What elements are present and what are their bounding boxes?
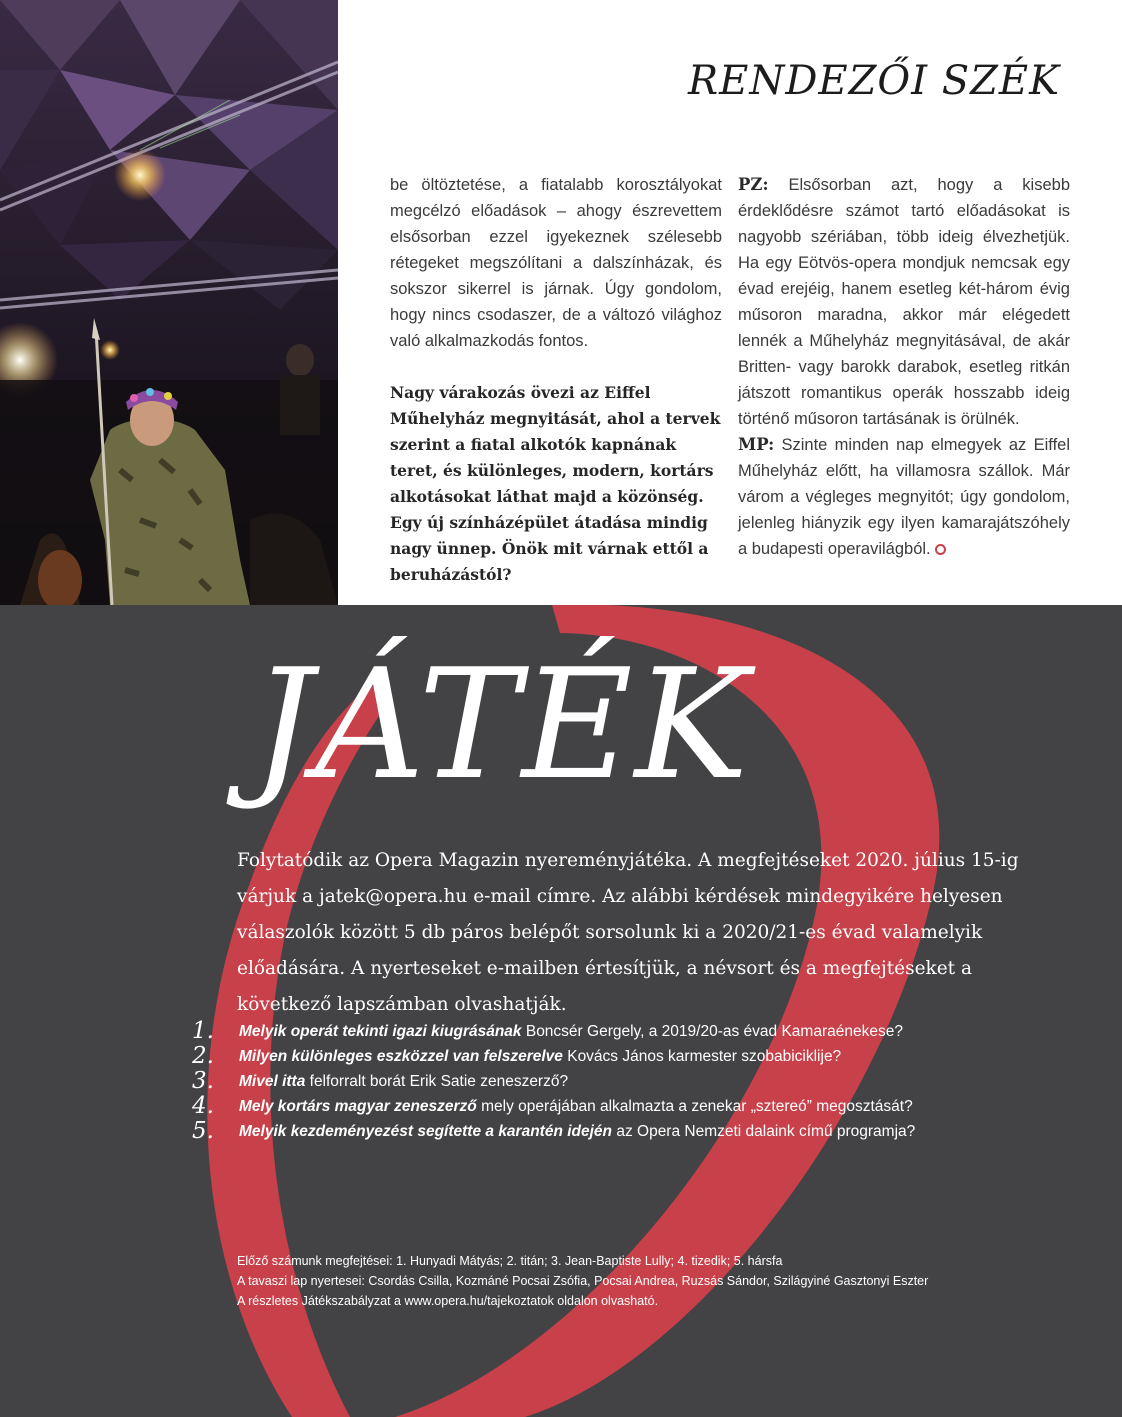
game-intro: Folytatódik az Opera Magazin nyereményjátéka. A megfejtéseket 2020. július 15-ig várjuk a jatek@opera.hu e-mail címre. Az alábbi kérdések mindegyikére helyesen válaszolók között 5 db páros belépőt sorsolunk ki a 2020/21-es évad valamelyik előadására. A nyerteseket e-mailben értesítjük, a névsort és a megfejtéseket a következő lapszámban olvashatják.	[237, 850, 1019, 1015]
question-bold: Melyik operát tekinti igazi kiugrásának	[239, 1023, 522, 1040]
rules-note: A részletes Játékszabályzat a www.opera.hu/tajekoztatok oldalon olvasható.	[237, 1294, 659, 1308]
question-rest: az Opera Nemzeti dalaink című programja?	[612, 1123, 916, 1140]
question-list	[192, 1019, 1092, 1144]
interview-question: Nagy várakozás övezi az Eiffel Műhelyház megnyitását, ahol a tervek szerint a fiatal alkotók kapnának teret, és különleges, modern, kortárs alkotásokat láthat majd a közönség. Egy új színházépület átadása mindig nagy ünnep. Önök mit várnak ettől a beruházástól?	[390, 383, 721, 584]
question-bold: Melyik kezdeményezést segítette a karantén idején	[239, 1123, 613, 1140]
question-item	[192, 1119, 1092, 1144]
question-item	[192, 1044, 1092, 1069]
question-number: 3.	[192, 1068, 214, 1094]
speaker-label: MP:	[738, 435, 775, 454]
question-number: 2.	[192, 1043, 214, 1069]
spring-winners: A tavaszi lap nyertesei: Csordás Csilla, Kozmáné Pocsai Zsófia, Pocsai Andrea, Ruzsás Sándor, Szilágyiné Gasztonyi Eszter	[237, 1274, 929, 1288]
article-column-right	[738, 172, 1070, 562]
question-rest: Boncsér Gergely, a 2019/20-as évad Kamaraénekese?	[521, 1023, 903, 1040]
question-item	[192, 1019, 1092, 1044]
speaker-label: PZ:	[738, 175, 769, 194]
stage-photo	[0, 0, 338, 605]
game-footnotes	[237, 1251, 928, 1311]
section-title: RENDEZŐI SZÉK	[688, 58, 1060, 104]
question-item	[192, 1069, 1092, 1094]
question-bold: Milyen különleges eszközzel van felszerelve	[239, 1048, 563, 1065]
question-bold: Mivel itta	[239, 1073, 306, 1090]
article-paragraph: be öltöztetése, a fiatalabb korosztályokat megcélzó előadások – ahogy észrevettem elsősorban ezzel igyekeznek szélesebb rétegeket megszólítani a dalszínházak, és sokszor sikerrel is járnak. Úgy gondolom, hogy nincs csodaszer, de a változó világhoz való alkalmazkodás fontos.	[390, 176, 722, 350]
answer-mp	[738, 432, 1070, 562]
question-rest: Kovács János karmester szobabiciklije?	[562, 1048, 842, 1065]
question-number: 4.	[192, 1093, 214, 1119]
answer-pz	[738, 172, 1070, 432]
question-bold: Mely kortárs magyar zeneszerző	[239, 1098, 477, 1115]
article-column-left	[390, 172, 722, 588]
question-number: 1.	[192, 1018, 214, 1044]
question-number: 5.	[192, 1118, 214, 1144]
question-rest: felforralt borát Erik Satie zeneszerző?	[305, 1073, 569, 1090]
previous-answers: Előző számunk megfejtései: 1. Hunyadi Mátyás; 2. titán; 3. Jean-Baptiste Lully; 4. tizedik; 5. hársfa	[237, 1254, 783, 1268]
circle-end-mark-icon	[935, 544, 946, 555]
answer-text: Elsősorban azt, hogy a kisebb érdeklődésre számot tartó előadásokat is nagyobb szériában, több ideig élvezhetjük. Ha egy Eötvös-opera mondjuk nemcsak egy évad erejéig, hanem esetleg két-három évig műsoron maradna, akkor már elégedett lennék a Műhelyház megnyitásával, de akár Britten- vagy barokk darabok, esetleg ritkán játszott romantikus operák hosszabb ideig történő műsoron tartásának is örülnék.	[738, 176, 1070, 428]
game-title: JÁTÉK	[252, 636, 751, 813]
answer-text: Szinte minden nap elmegyek az Eiffel Műhelyház előtt, ha villamosra szállok. Már várom a végleges megnyitót; úgy gondolom, jelenleg hiányzik egy ilyen kamarajátszóhely a budapesti operavilágból.	[738, 436, 1070, 558]
question-rest: mely operájában alkalmazta a zenekar „sztereó” megosztását?	[476, 1098, 913, 1115]
game-section	[0, 605, 1122, 1417]
question-item	[192, 1094, 1092, 1119]
